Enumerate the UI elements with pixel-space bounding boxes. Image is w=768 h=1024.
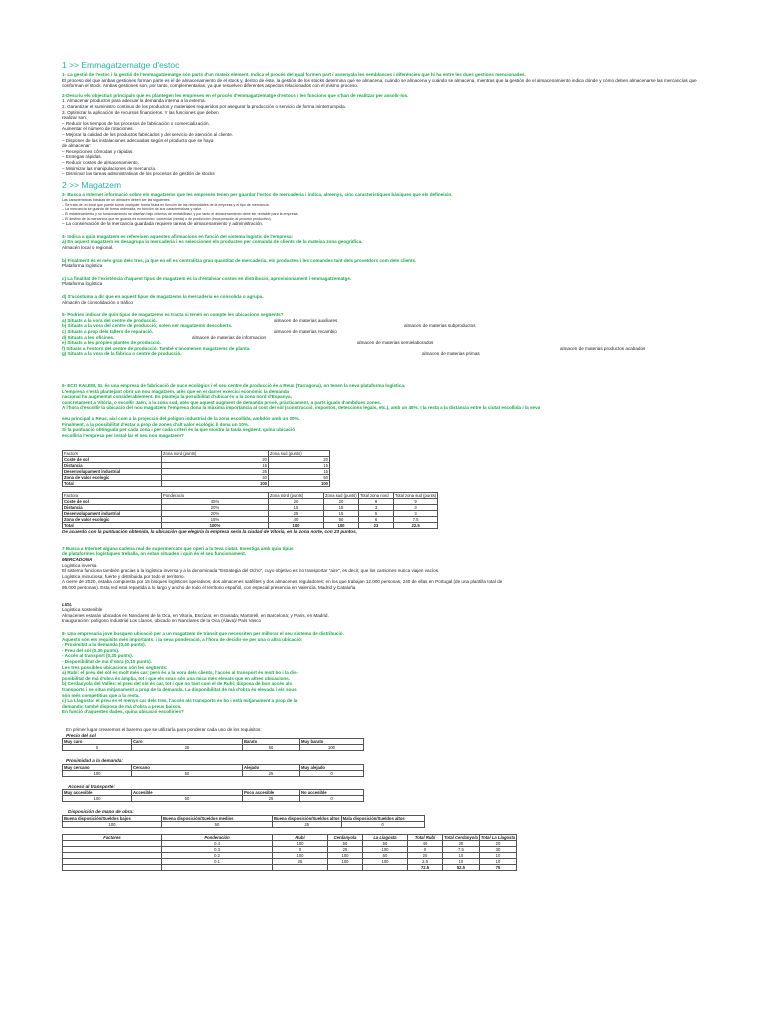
question-6: 6- ECO KALEM, SL és una empresa de fabricació de sucs ecològics i el seu centre de producció és a Reus (Tarragona), on tenen la seva plataforma logística. L'empresa s'està plantejant obrir un nou magatzem, atès que en el darrer exercici econòmic la demanda nacional ha augmentat considerablement. Es planteja la possibilitat d'ubicar-lo a la zona nord d'Espanya, concretament a Vitòria, o escollir Jaén, a la zona sud, atès que aquest augment de demanda prové, pràcticament, a parts iguals d'ambdues zones. A l'hora d'escollir la ubicació del nou magatzem l'empresa dona la màxima importància al cost del sòl (construcció, impostos, deteccions legals, etc.), amb un 45%. I la resta a la distància entre la ciutat escollida i la seva seu principal a Reus, així com a la projecció del polígon industrial de la zona escollida, ambdós amb un 20%. Finalment, a la possibilitat d'estar a prop de zones d'alt valor ecològic li dona un 10%. Si la puntuació obtinguda per cada zona i per cada criteri és la que mostra la taula següent, quina ubicació escolliria l'empresa per instal·lar el seu nou magatzem? bbox=[62, 382, 541, 438]
answer-4c: Plataforma logística bbox=[62, 281, 103, 287]
answer-3-line: – La mercancía se guarda de forma ordenada, en función de sus características y valor. bbox=[62, 207, 202, 212]
answer-2-line: – Reducir costes de almacenamiento. bbox=[62, 159, 139, 165]
prox-title: Proximidad a la demanda: bbox=[66, 758, 123, 764]
q5-item: g) Situats a la vora de la fàbrica o centre de producció. almacen de materias primas bbox=[62, 351, 480, 357]
answer-3-line: – Se trata de un local que puede tomar cualquier forma física en función de las necesidades de la empresa y el tipo de mercancía. bbox=[62, 202, 270, 207]
answer-1: El proceso del que ambas gestiones forman parte es el de almacenamiento de el stock y, dentro de éste, la gestión de los stocks determina qué se almacena, cuándo se almacena y cuándo se almacena, mientras que la gestión de el almacenamiento indica dónde y cómo deben almacenarse las mercancías que conforman el stock. Ambas gestiones son, por tanto, complementarias, ya que resuelven diferentes aspectos relacionados con el mismo proceso. bbox=[62, 77, 697, 89]
table-precio: Muy caro Caro Barato Muy barato 0 25 50 100 bbox=[62, 738, 364, 751]
answer-2-line: 3. Optimizar la aplicación de recursos financieros. Y las funciones que deben bbox=[62, 109, 219, 115]
answer-2-line: – Reducir los tiempos de los procesos de fabricación o comercialización. bbox=[62, 120, 210, 126]
answer-2-line: – Recepciones cómodas y rápidas. bbox=[62, 148, 134, 154]
answer-4d: Almacén de consolidación o tráfico bbox=[62, 299, 133, 305]
question-4: 4- Indica a quin magatzem es refereixen aquestes afirmacions en funció del sistema logístic de l'empresa: bbox=[62, 233, 294, 239]
table-zones: Factors Zona nord (punts) Zona sud (punts) Coste de sol 20 20 Distancia 15 15 Desenvolupament industrial 25 15 Zona de valor ecologic 40 50 Total 100 100 bbox=[64, 451, 328, 487]
precio-title: Precio del sol bbox=[66, 732, 96, 738]
answer-2-line: realizar son: bbox=[62, 115, 88, 121]
question-8: 8- Una empresaria jove busquen ubicació per a un magatzem de trànsit que necessiten per millorar el seu sistema de distribució. Aquests són els requisits més importants. i la seva ponderació, a l'hora de decidir-se per una o altra ubicació: - Proximitat a la demanda (0,40 punts). - Preu del sòl (0,30 punts). - Accés al transport (0,20 punts). - Disponibilitat de mà d'obra (0,10 punts). Les tres possibles ubicacions són les següents: a) Rubí: el preu del sòl és molt més car; però és a la vora dels clients, l'accés al transport és molt bo i la dis- ponibilitat de mà d'obra és àmplia, tot i que els sous són una mica més elevats que en altres ubicacions. b) Cerdanyola del Vallès: el preu del sòl és car, tot i que no tant com el de Rubí; disposa de bon accés als transports i se situa mitjanament a prop de la demanda. La disponibilitat de mà d'obra és elevada i els sous són més competitius que a la resta. c) La Llagosta: el preu és el menys car dels tres, l'accés als transports és bo i està mitjanament a prop de la demanda; també disposa de mà d'obra a preus baixos. En funció d'aquestes dades, quina ubicació escolliries? bbox=[62, 631, 344, 715]
answer-2-line: – Disminuir las tareas administrativas de los procesos de gestión de stocks bbox=[62, 171, 215, 177]
q5-item: e) Situats a les pròpies plantes de producció. almacen de materias semielaborados bbox=[62, 340, 434, 346]
q5-item: a) Situats a la vora del centre de producció. almacen de materias auxiliares bbox=[62, 317, 338, 323]
table-final: Factores Ponderación Rubí Cerdanyola La Llagosta Total Rubí Total Cerdanyola Total La Llagosta 0.4 100 50 50 40 20 20 0.3 0 25 100 0 7.5 30 0.2 100 100 50 20 10 10 0.1 25 100 100 2.5 10 10 72.5 52.5 75 bbox=[62, 834, 517, 871]
answer-3-line: – El establecimiento y su funcionamiento se diseñan bajo criterios de rentabilidad, y por tanto el almacenamiento debe ser rentable para la empresa. bbox=[62, 212, 299, 217]
answer-2-line: 2. Garantizar el suministro continuo de los productos y materiales requeridos por asegurar la producción o servicio de forma ininterrumpida. bbox=[62, 103, 346, 109]
question-7: 7 Busca a Internet alguna cadena real de supermercats que operi a la teva ciutat. Investiga amb quin tipus de plataformes logístiques treballa, on estan situades i quin és el seu funcionament. bbox=[62, 545, 294, 557]
question-4d: d) S'acostuma a dir que en aquest tipus de magatzems la mercaderia es consolida o agrupa. bbox=[62, 294, 264, 299]
question-4b: b) Finalment és el més gran dels tres, ja que en ell es centralitza gran quantitat de mercaderia, els productes i les comandes tant dels proveïdors com dels clients. bbox=[62, 257, 417, 263]
lidl-text: Logística sostenible Almacenes estarán ubicados en Nanclares de la Oca, en Vitoria, Escúzar, en Granada; Martorell, en Barcelona; y Paris, en Madrid. Inauguración: polígono industrial Los Llanos, ubicado en Nanclares de la Oca (Álava)/ País Vasco bbox=[62, 607, 329, 624]
acceso-title: Acceso al transporte: bbox=[68, 783, 115, 789]
answer-3 bbox=[62, 198, 712, 221]
conclusion-6: De acuerdo con la puntuación obtenida, la ubicación que elegiría la empresa sería la ciudad de Vitoria, en la zona norte, con 23 puntos, bbox=[62, 529, 357, 535]
question-4c: c) La finalitat de l'existència d'aquest tipus de magatzem és la d'estalviar costos en distribució, aprovisionament i emmagatzematge. bbox=[62, 275, 352, 281]
question-5: 5- Podries indicar de quin tipus de magatzems es tracta si tenen en compte les ubicacions següents? bbox=[62, 312, 284, 318]
question-3: 3- Busca a Internet informació sobre els magatzems que les empreses tenen per guardar l'estoc de mercaderia i indica, almenys, cinc característiques bàsiques que els defineixin. bbox=[62, 191, 453, 197]
table-acceso: Muy accesible Accesible Poco accesible No accesible 100 50 25 0 bbox=[62, 789, 364, 802]
section-title-1: 1 >> Emmagatzematge d'estoc bbox=[62, 60, 180, 70]
answer-2-line: Aumentar el número de rotaciones. bbox=[62, 126, 134, 132]
table-proximidad: Muy cercano Cercano Alejado Muy alejado 100 50 25 0 bbox=[62, 764, 364, 777]
answer-2-line: – Mejorar la calidad de los productos fabricados y del servicio de atención al cliente. bbox=[62, 131, 234, 137]
answer-2 bbox=[62, 98, 712, 176]
mano-title: Disposición de mano de obra: bbox=[68, 809, 134, 815]
answer-2-line: 1. Almacenar productos para adecuar la demanda interna a la externa. bbox=[62, 98, 206, 104]
q5-item: b) Situats a la vora del centre de producció; solen ser magatzems descoberts. almacen de materias subproductos bbox=[62, 323, 476, 329]
baremo-intro: En primer lugar crearemos el baremo que se utilizaría para ponderar cada uno de los requisitos: bbox=[66, 726, 262, 732]
question-4a: a) En aquest magatzem es desagrupa la mercaderia i es seleccionen els productes per comanda de clients de la mateixa zona geogràfica. bbox=[62, 239, 363, 245]
answer-2-line: – Minimizar las manipulaciones de mercancía. bbox=[62, 165, 157, 171]
answer-4b: Plataforma logística bbox=[62, 263, 103, 269]
answer-3-line: – El destino de la mercancía que se guarda es económico: comercial (venta) o de producción (incorporación al proceso productivo). bbox=[62, 216, 272, 221]
section-title-2: 2 >> Magatzem bbox=[62, 179, 122, 190]
table-mano-obra: Buena disposición/Sueldos bajos Buena disposición/Sueldos medios Buena disposición/Sueldos altos Mala disposición/Sueldos altos 100 50 25 0 bbox=[62, 815, 425, 828]
mercadona-heading: MERCADONA bbox=[62, 557, 93, 563]
question-1: 1- La gestió de l'estoc i la gestió de l'emmagatzematge són parts d'un mateix element. Indica el procés del qual formen part i assenyala les semblances i diferències que hi ha entre les dues gestions mencionades. bbox=[62, 72, 526, 77]
q5-item: f) Situats a l'entorn del centre de producció. També s'anomenen magatzems de planta. almacen de materias productos acabados bbox=[62, 345, 646, 351]
document-page bbox=[62, 60, 712, 871]
lidl-heading: LIDL bbox=[62, 601, 73, 607]
q5-item: c) Situats a prop dels tallers de reparació. almacen de materias recambio bbox=[62, 328, 337, 334]
answer-3-line: Las características básicas de un almacén deben ser las siguientes: bbox=[62, 198, 171, 203]
mercadona-text: Logística inversa El sistema funciona también gracias a la logística inversa y a la denominada "Estrategia del Ocho", cuyo objetivo es no transportar "aire", es decir, que los camiones nunca viajen vacíos. Logística minuciosa, fuerte y distribuida por todo el territorio. A cierre de 2020, estaba compuesta por 15 bloques logísticos operativos, dos almacenes satélites y dos almacenes reguladores; en los que trabajan 12.000 personas, 240 de ellas en Portugal (de una plantilla total de 95.000 personas). Esta red está repartida a lo largo y ancho de todo el territorio español, con especial presencia en Valencia, Madrid y Cataluña bbox=[62, 562, 503, 591]
question-2: 2-Descriu els objectius principals que es plantegen les empreses en el procés d'emmagatzematge d'estocs i les funcions que s'han de realitzar per assolir-los. bbox=[62, 92, 409, 98]
answer-2-line: – Disponer de las instalaciones adecuadas según el producto que se haya bbox=[62, 137, 214, 143]
q5-item: d) Situats a les oficines. almacen de materias de informacion bbox=[62, 334, 267, 340]
answer-2-line: – Entregas rápidas. bbox=[62, 154, 102, 160]
answer-4a: Almacén local o regional. bbox=[62, 245, 114, 251]
table-weighted: Factora Ponderacio Zona nord (punts) Zona sud (punts) Total zona nord Total zona sud (punts) Coste de sol 45% 20 20 9 9 Distancia 20% 15 15 3 3 Desenvolupament industrial 20% 25 15 5 3 Zona de valor ecologic 15% 40 50 6 7.5 Total 100% 100 100 23 22.5 bbox=[64, 493, 437, 529]
answer-3-last: – La conservación de la mercancía guardada requiere tareas de almacenamiento y administración. bbox=[62, 221, 264, 227]
answer-2-line: de almacenar: bbox=[62, 143, 92, 149]
